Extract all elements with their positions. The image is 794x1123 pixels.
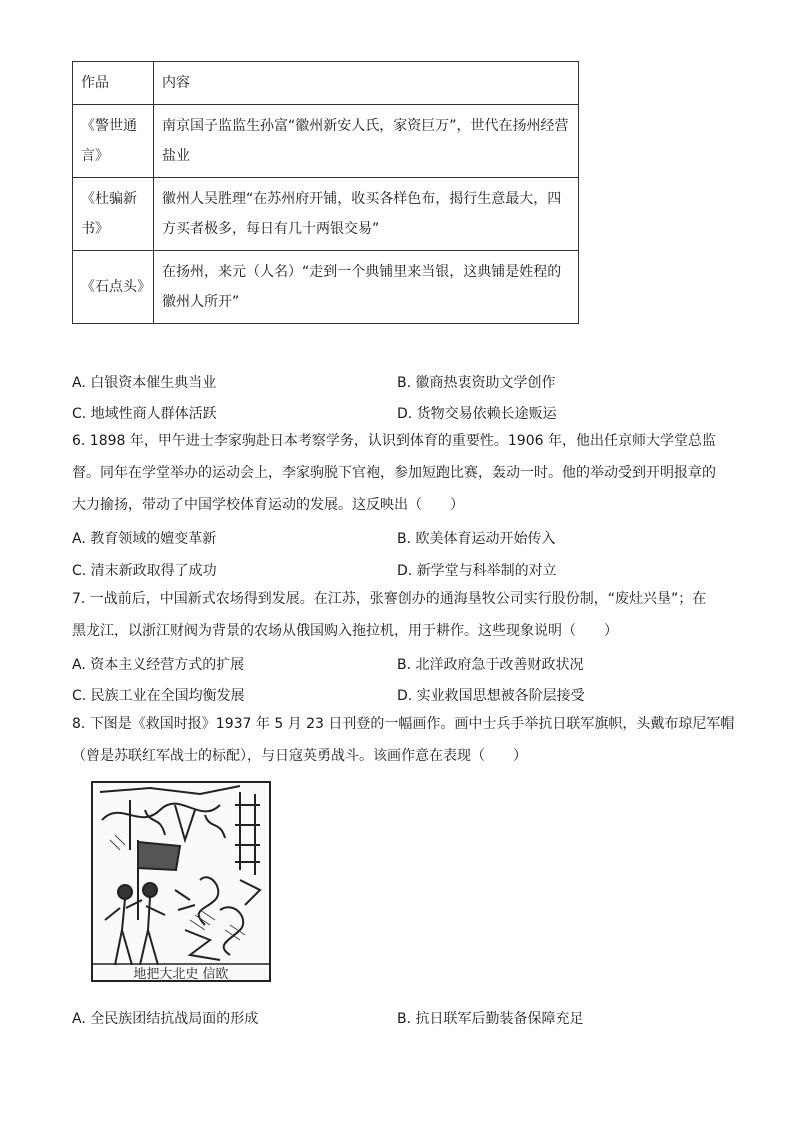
table-header-cell: 作品 [73, 62, 154, 105]
q8-stem-line2: （曾是苏联红军战士的标配），与日寇英勇战斗。该画作意在表现（ ） [72, 748, 527, 764]
q6-option-a: A. 教育领域的嬗变革新 [72, 531, 217, 547]
table-cell-content: 徽州人吴胜理“在苏州府开铺，收买各样色布，揭行生意最大，四方买者极多，每日有几十两银交易” [154, 178, 579, 251]
q6-option-d: D. 新学堂与科举制的对立 [397, 563, 557, 579]
q6-stem-line3: 大力揄扬，带动了中国学校体育运动的发展。这反映出（ ） [72, 497, 464, 513]
q5-option-a: A. 白银资本催生典当业 [72, 375, 217, 391]
table-row [73, 105, 579, 178]
woodcut-drawing [90, 780, 272, 983]
q7-stem-line1: 7. 一战前后，中国新式农场得到发展。在江苏，张謇创办的通海垦牧公司实行股份制，“废灶兴垦”；在 [72, 591, 707, 607]
table-cell-work: 《石点头》 [73, 251, 154, 324]
q5-option-d: D. 货物交易依赖长途贩运 [397, 406, 557, 422]
q6-option-c: C. 清末新政取得了成功 [72, 563, 217, 579]
q8-option-a: A. 全民族团结抗战局面的形成 [72, 1011, 259, 1027]
q7-option-c: C. 民族工业在全国均衡发展 [72, 688, 245, 704]
table-row [73, 178, 579, 251]
q6-option-b: B. 欧美体育运动开始传入 [397, 531, 556, 547]
q5-option-c: C. 地域性商人群体活跃 [72, 406, 217, 422]
source-table [72, 61, 579, 324]
q8-stem-line1: 8. 下图是《救国时报》1937 年 5 月 23 日刊登的一幅画作。画中士兵手举抗日联军旗帜，头戴布琼尼军帽 [72, 716, 735, 732]
q8-option-b: B. 抗日联军后勤装备保障充足 [397, 1011, 584, 1027]
q6-stem-line1: 6. 1898 年，甲午进士李家驹赴日本考察学务，认识到体育的重要性。1906 年，他出任京师大学堂总监 [72, 433, 716, 449]
table-header-cell: 内容 [154, 62, 579, 105]
q7-stem-line2: 黑龙江，以浙江财阀为背景的农场从俄国购入拖拉机，用于耕作。这些现象说明（ ） [72, 623, 618, 639]
q6-stem-line2: 督。同年在学堂举办的运动会上，李家驹脱下官袍，参加短跑比赛，轰动一时。他的举动受到开明报章的 [72, 465, 716, 481]
q5-option-b: B. 徽商热衷资助文学创作 [397, 375, 556, 391]
table-cell-work: 《警世通言》 [73, 105, 154, 178]
woodcut-illustration [90, 780, 272, 983]
q7-option-d: D. 实业救国思想被各阶层接受 [397, 688, 585, 704]
woodcut-caption: 地把大北史 信欧 [133, 967, 229, 982]
table-cell-content: 南京国子监监生孙富“徽州新安人氏，家资巨万”，世代在扬州经营盐业 [154, 105, 579, 178]
table-cell-work: 《杜骗新书》 [73, 178, 154, 251]
q7-option-b: B. 北洋政府急于改善财政状况 [397, 657, 584, 673]
table-row [73, 251, 579, 324]
table-header-row [73, 62, 579, 105]
table-cell-content: 在扬州，来元（人名）“走到一个典铺里来当银，这典铺是姓程的徽州人所开” [154, 251, 579, 324]
q7-option-a: A. 资本主义经营方式的扩展 [72, 657, 245, 673]
